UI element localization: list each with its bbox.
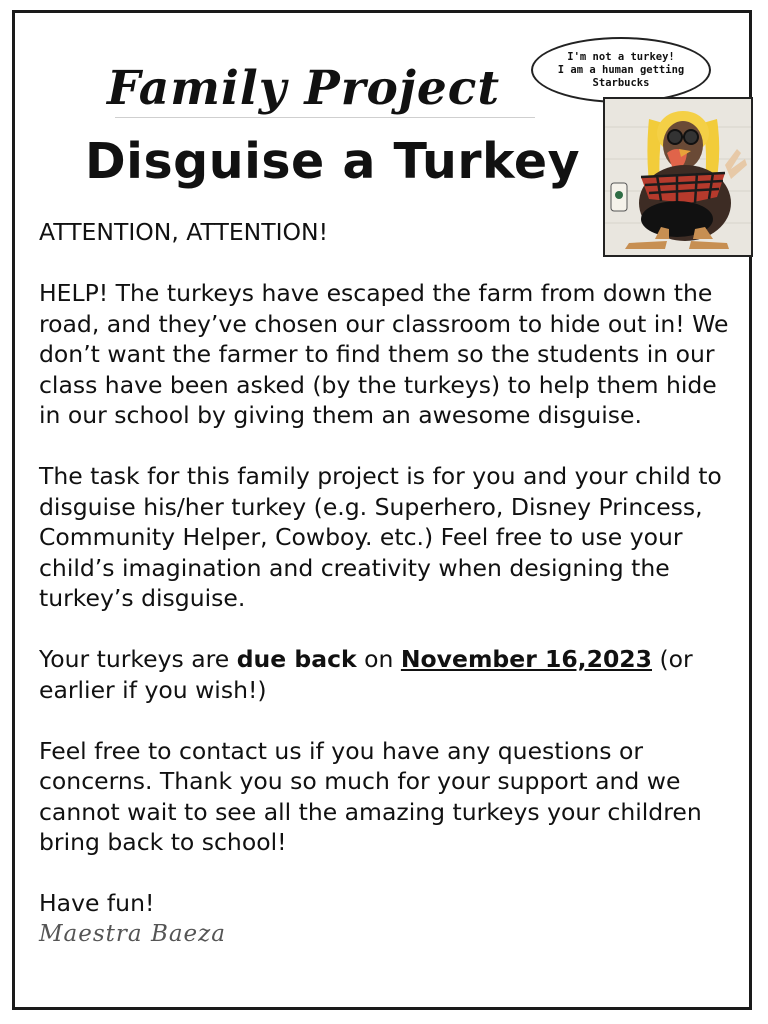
- letter-body: [39, 217, 745, 949]
- letter-paragraph: Feel free to contact us if you have any questions or concerns. Thank you so much for your support and we cannot wait to see all the amazing turkeys your children bring back to school!: [39, 736, 702, 856]
- letter-greeting: ATTENTION, ATTENTION!: [39, 218, 329, 246]
- letter-paragraph: The task for this family project is for you and your child to disguise his/her turkey (e.g. Superhero, Disney Princess, Community Helper, Cowboy. etc.) Feel free to use your child’s imagination and creativity when designing the turkey’s disguise.: [39, 462, 722, 612]
- flyer-page: [12, 10, 752, 1010]
- speech-bubble: [531, 37, 711, 103]
- title-divider: [115, 117, 535, 118]
- speech-bubble-line: I am a human getting: [557, 63, 685, 76]
- speech-bubble-line: I'm not a turkey!: [567, 50, 675, 63]
- script-title: Family Project: [107, 61, 501, 116]
- due-date: November 16,2023: [400, 645, 652, 673]
- speech-bubble-line: Starbucks: [592, 76, 650, 89]
- teacher-signature: Maestra Baeza: [39, 920, 226, 947]
- due-prefix-text: Your turkeys are: [39, 645, 237, 673]
- letter-paragraph: HELP! The turkeys have escaped the farm from down the road, and they’ve chosen our classroom to hide out in! We don’t want the farmer to find them so the students in our class have been asked (by the turkeys) to help them hide in our school by giving them an awesome disguise.: [39, 279, 729, 429]
- due-mid-text: on: [356, 645, 401, 673]
- main-title: Disguise a Turkey: [85, 133, 581, 190]
- letter-closing: Have fun!: [39, 889, 155, 917]
- due-back-emphasis: due back: [236, 645, 357, 673]
- due-date-paragraph: [39, 644, 745, 705]
- due-suffix-text: (or earlier if you wish!): [39, 645, 693, 704]
